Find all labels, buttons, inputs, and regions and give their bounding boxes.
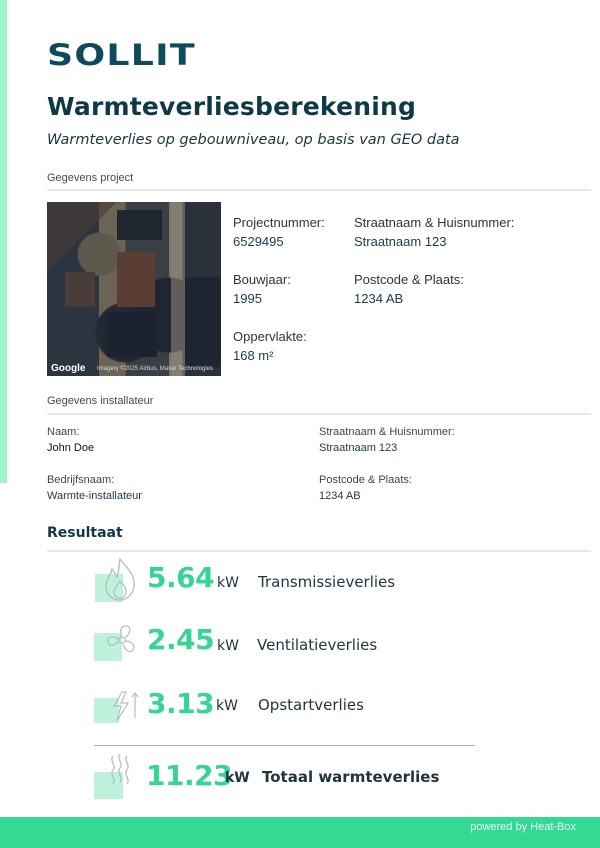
section-label-project: Gegevens project (47, 172, 134, 184)
footer-bar (0, 817, 600, 848)
result-row-ventilatie (0, 620, 600, 670)
divider (47, 550, 591, 552)
label-oppervlakte: Oppervlakte: (233, 329, 307, 344)
value-naam: John Doe (47, 442, 95, 454)
total-divider (94, 745, 475, 746)
sollit-logo: SOLLIT (47, 38, 196, 72)
value-straat: Straatnaam 123 (354, 234, 447, 249)
satellite-map (47, 202, 221, 376)
label-bedrijf: Bedrijfsnaam: (47, 474, 115, 486)
lightning-up-icon (110, 690, 140, 724)
value-bouwjaar: 1995 (233, 291, 262, 306)
label-postcode-installateur: Postcode & Plaats: (319, 474, 412, 486)
result-value: 11.23 (146, 759, 233, 792)
value-postcode-installateur: 1234 AB (319, 490, 361, 502)
divider (47, 189, 591, 191)
result-title: Resultaat (47, 525, 123, 541)
value-bedrijf: Warmte-installateur (47, 490, 142, 502)
result-row-opstart (0, 680, 600, 730)
map-roof (65, 272, 95, 307)
page-subtitle: Warmteverlies op gebouwniveau, op basis van GEO data (47, 132, 460, 148)
label-straat-installateur: Straatnaam & Huisnummer: (319, 426, 455, 438)
value-projectnummer: 6529495 (233, 234, 284, 249)
map-road (171, 202, 185, 376)
result-label: Opstartverlies (258, 696, 364, 714)
page-title: Warmteverliesberekening (47, 92, 417, 121)
label-postcode: Postcode & Plaats: (354, 272, 464, 287)
footer-powered-by: powered by Heat-Box (470, 821, 576, 833)
result-unit: kW (225, 770, 250, 786)
result-label: Transmissieverlies (258, 573, 396, 591)
map-roof (117, 210, 162, 240)
result-unit: kW (217, 638, 239, 654)
result-row-transmissie (0, 555, 600, 605)
result-row-totaal (0, 752, 600, 802)
result-unit: kW (217, 575, 239, 591)
result-label: Totaal warmteverlies (262, 768, 440, 786)
label-projectnummer: Projectnummer: (233, 215, 325, 230)
value-oppervlakte: 168 m² (233, 348, 274, 363)
result-label: Ventilatieverlies (257, 636, 378, 654)
label-bouwjaar: Bouwjaar: (233, 272, 291, 287)
result-value: 2.45 (147, 623, 215, 656)
map-roof (185, 277, 221, 367)
google-logo: Google (51, 363, 86, 374)
result-unit: kW (216, 698, 238, 714)
fan-icon (105, 623, 139, 657)
flame-icon (100, 557, 140, 601)
label-straat: Straatnaam & Huisnummer: (354, 215, 515, 230)
map-roof (107, 312, 157, 357)
heat-waves-icon (106, 752, 136, 788)
value-straat-installateur: Straatnaam 123 (319, 442, 398, 454)
result-value: 5.64 (147, 561, 215, 594)
map-attribution: Imagery ©2025 Airbus, Maxar Technologies (97, 366, 214, 372)
left-accent-strip (0, 0, 7, 483)
label-naam: Naam: (47, 426, 80, 438)
result-value: 3.13 (147, 687, 215, 720)
divider (47, 413, 591, 415)
value-postcode: 1234 AB (354, 291, 404, 306)
section-label-installateur: Gegevens installateur (47, 395, 154, 407)
map-roof (117, 252, 155, 307)
